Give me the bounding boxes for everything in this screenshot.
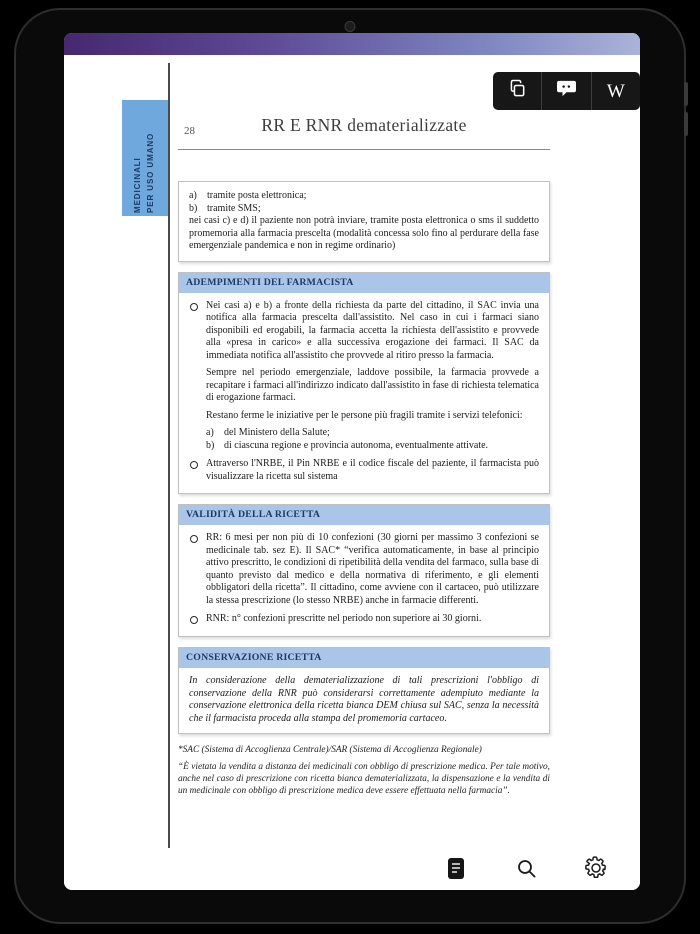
bullet-item [189,458,539,483]
paragraph: Sempre nel periodo emergenziale, laddove possibile, la farmacia provvede a recapitare i farmaci all'indirizzo indicato dall'assistito in fase di richiesta telematica di erogazione farmaci. [206,367,539,404]
list-item-text: di ciascuna regione e provincia autonoma, eventualmente attivate. [224,439,489,451]
list-marker: b) [189,202,198,214]
bullet-icon [190,616,198,624]
page-number: 28 [184,125,195,137]
section-conservazione [178,647,550,734]
gear-icon [584,867,608,884]
copy-icon [508,79,527,103]
list-item [206,427,539,440]
paragraph: Nei casi a) e b) a fronte della richiesta da parte del cittadino, il SAC invia una notifica alla farmacia prescelta dall'assistito. Nel caso in cui i farmaci siano disponibili ed erogabili, la farmacia accetta la richiesta dell'assistito e provvede alla «presa in carico» e alla successiva erogazione dei farmaci. Il SAC da immediata notifica all'assistito che provvede al ritiro presso la farmacia. [206,299,539,361]
wikipedia-button[interactable] [591,72,640,110]
list-item-text: del Ministero della Salute; [224,427,330,439]
page-title: RR E RNR dematerializzate [261,115,467,135]
list-item-text: tramite posta elettronica; [207,190,307,201]
page-margin-rule [168,63,170,848]
section-header: VALIDITÀ DELLA RICETTA [179,505,549,525]
settings-button[interactable] [584,856,608,885]
paragraph: Restano ferme le iniziative per le persone più fragili tramite i servizi telefonici: [206,409,523,421]
bullet-icon [190,461,198,469]
section-header: CONSERVAZIONE RICETTA [179,648,549,668]
bottom-navigation-bar [64,848,640,890]
copy-button[interactable] [493,72,541,110]
section-adempimenti [178,272,550,495]
intro-note: nei casi c) e d) il paziente non potrà inviare, tramite posta elettronica o sms il suddetto promemoria alla farmacia prescelta (modalità concessa solo fino al perdurare della fase emergenziale pandemica e non in regime ordinario) [189,215,539,251]
volume-down-button [684,112,688,136]
comment-icon [556,79,577,103]
paragraph: RNR: n° confezioni prescritte nel periodo non superiore ai 30 giorni. [206,613,482,625]
notes-icon [447,867,465,884]
search-button[interactable] [516,858,537,884]
list-item [189,190,539,203]
list-item-text: tramite SMS; [207,202,261,214]
bullet-item [189,613,539,626]
footnote: “È vietata la vendita a distanza dei medicinali con obbligo di prescrizione medica. Per tale motivo, anche nel caso di prescrizione con ricetta bianca dematerializzata, la dispensazione e la vendita di un medicinale con obbligo di prescrizione medica deve essere effettuata nella farmacia”. [178,762,550,797]
section-header: ADEMPIMENTI DEL FARMACISTA [179,273,549,293]
list-marker: b) [206,439,215,451]
tablet-device-frame [14,8,686,924]
bullet-item [189,300,539,453]
bullet-item [189,532,539,607]
top-gradient-bar [64,33,640,55]
intro-box [178,181,550,262]
bullet-icon [190,535,198,543]
search-icon [516,866,537,883]
list-item [206,440,539,453]
category-label-line1: MEDICINALI [133,157,143,213]
screen [64,33,640,890]
category-label-line2: PER USO UMANO [146,132,155,213]
category-side-label [122,100,168,216]
list-item [189,203,539,216]
footnote: *SAC (Sistema di Accoglienza Centrale)/SAR (Sistema di Accoglienza Regionale) [178,745,482,756]
wikipedia-icon: W [606,80,625,102]
notes-button[interactable] [447,857,465,885]
document-content [178,181,550,798]
section-validita [178,504,550,637]
list-marker: a) [206,427,214,439]
footnotes [178,744,550,797]
paragraph: RR: 6 mesi per non più di 10 confezioni (30 giorni per massimo 3 confezioni se medicinale tab. sez E). Il SAC* “verifica automaticamente, in base al principio attivo prescritto, le condizioni di ripetibilità della vendita del farmaco, sulla base di quanto previsto dal medico e della normativa di riferimento, e gli elementi obbligatori della ricetta”. Il cittadino, come avviene con il cartaceo, può utilizzare la stessa prescrizione (lo stesso NRBE) anche in farmacie differenti. [206,532,539,606]
paragraph: In considerazione della dematerializzazione di tali prescrizioni l'obbligo di conservazione della RNR può considerarsi correttamente adempiuto mediante la conservazione elettronica della ricetta bianca DEM chiusa sul SAC, senza la necessità che il farmacista proceda alla stampa del promemoria cartaceo. [189,675,539,724]
front-camera [345,21,356,32]
paragraph: Attraverso l'NRBE, il Pin NRBE e il codice fiscale del paziente, il farmacista può visualizzare la ricetta sul sistema [206,458,539,482]
comment-button[interactable] [541,72,590,110]
list-marker: a) [189,190,197,201]
title-underline [178,149,550,150]
volume-up-button [684,82,688,106]
reader-toolbar [493,72,640,110]
bullet-icon [190,303,198,311]
